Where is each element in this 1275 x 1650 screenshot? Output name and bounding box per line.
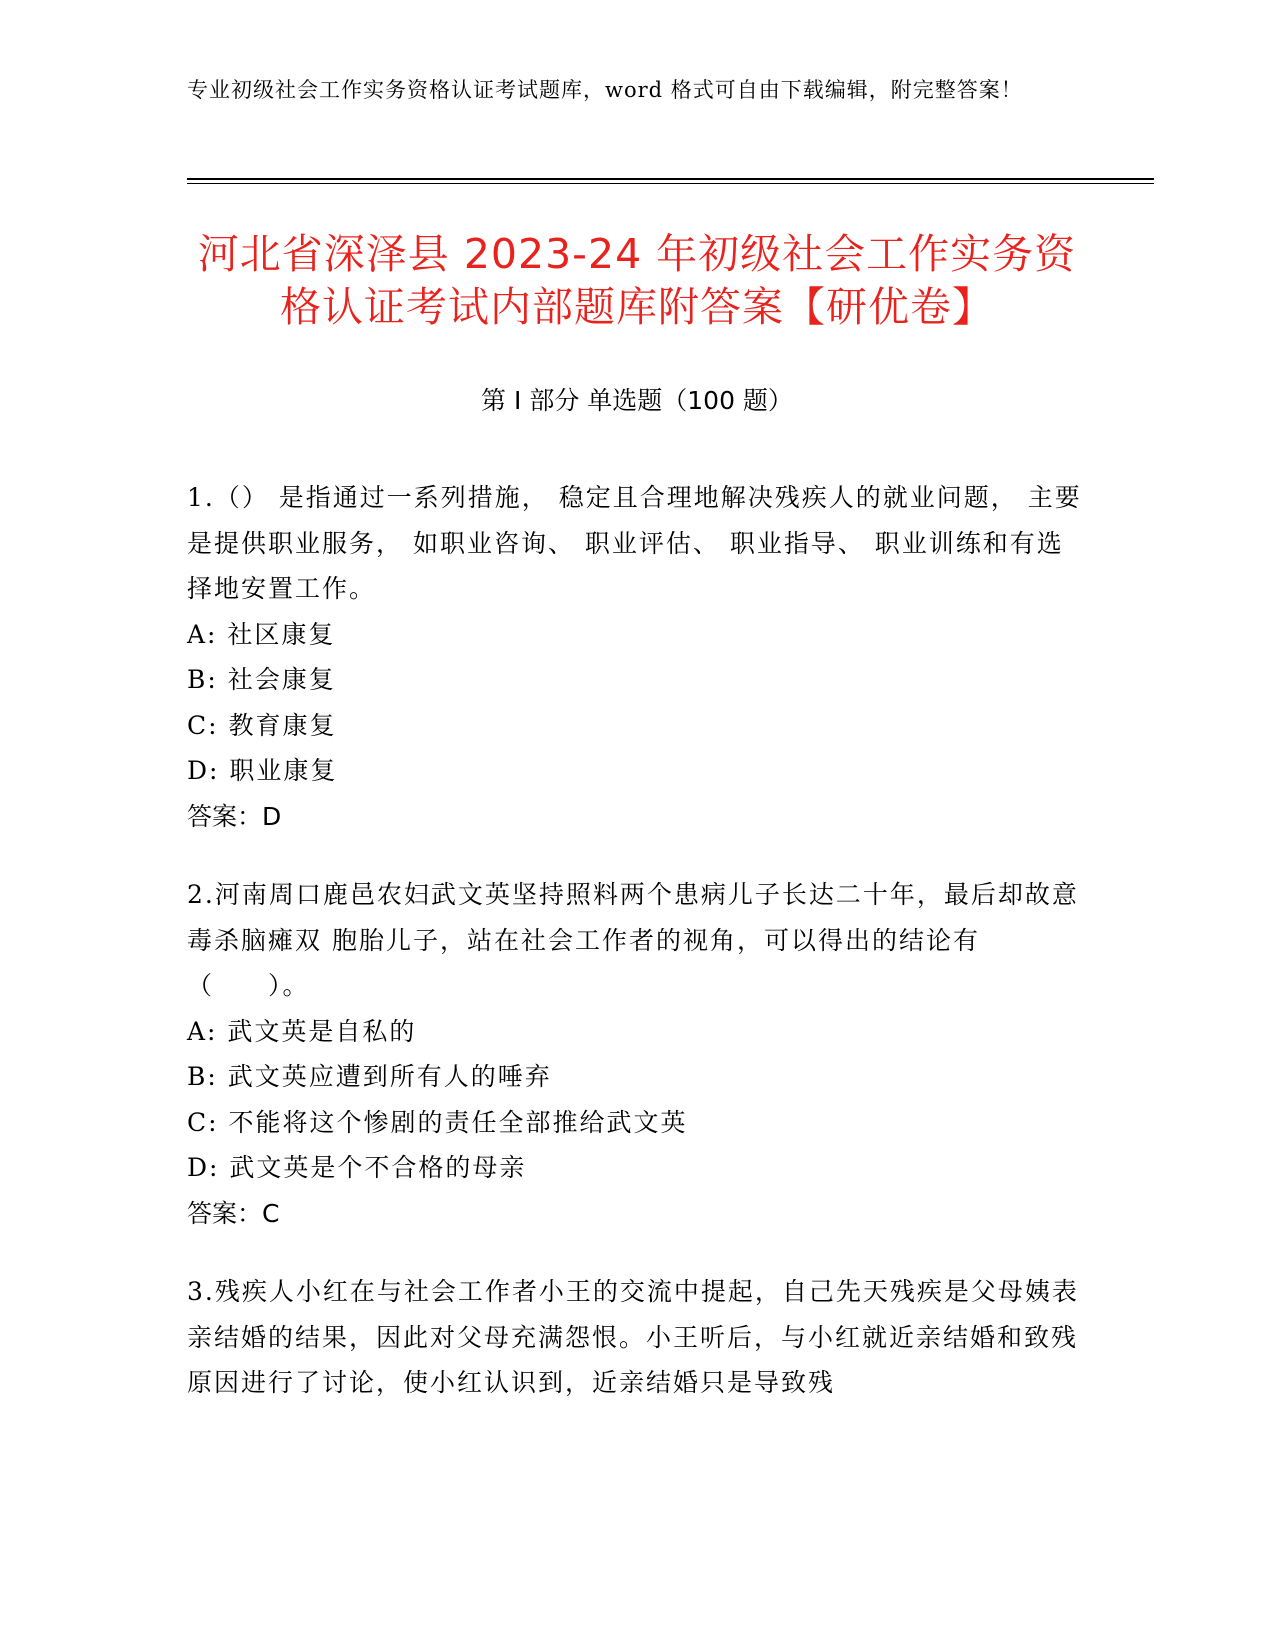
header-note: 专业初级社会工作实务资格认证考试题库，word 格式可自由下载编辑，附完整答案！	[187, 78, 1023, 102]
header-divider-thick	[187, 178, 1154, 180]
option-b: B: 社会康复	[187, 665, 336, 694]
document-title: 河北省深泽县 2023-24 年初级社会工作实务资格认证考试内部题库附答案【研优卷】	[197, 230, 1077, 331]
option-a: A: 社区康复	[187, 619, 336, 649]
option-a: A: 武文英是自私的	[187, 1016, 417, 1046]
question-2	[187, 872, 1082, 1236]
question-3	[187, 1269, 1082, 1406]
answer: 答案：C	[187, 1198, 280, 1228]
question-stem: 2.河南周口鹿邑农妇武文英坚持照料两个患病儿子长达二十年，最后却故意毒杀脑瘫双 胞胎儿子，站在社会工作者的视角，可以得出的结论有（ ）。	[187, 880, 1079, 1000]
option-d: D: 武文英是个不合格的母亲	[187, 1153, 527, 1182]
header-divider-thin	[187, 183, 1154, 184]
answer: 答案：D	[187, 801, 282, 831]
question-list	[187, 475, 1082, 1439]
option-c: C: 教育康复	[187, 710, 337, 740]
question-1	[187, 475, 1082, 839]
option-b: B: 武文英应遭到所有人的唾弃	[187, 1062, 552, 1091]
question-stem: 3.残疾人小红在与社会工作者小王的交流中提起，自己先天残疾是父母姨表亲结婚的结果，因此对父母充满怨恨。小王听后，与小红就近亲结婚和致残原因进行了讨论，使小红认识到，近亲结婚只是导致残	[187, 1277, 1079, 1397]
option-c: C: 不能将这个惨剧的责任全部推给武文英	[187, 1107, 688, 1137]
section-title: 第 I 部分 单选题（100 题）	[481, 386, 793, 415]
option-d: D: 职业康复	[187, 756, 338, 785]
question-stem: 1.（） 是指通过一系列措施， 稳定且合理地解决残疾人的就业问题， 主要是提供职业服务， 如职业咨询、 职业评估、 职业指导、 职业训练和有选择地安置工作。	[187, 483, 1082, 603]
